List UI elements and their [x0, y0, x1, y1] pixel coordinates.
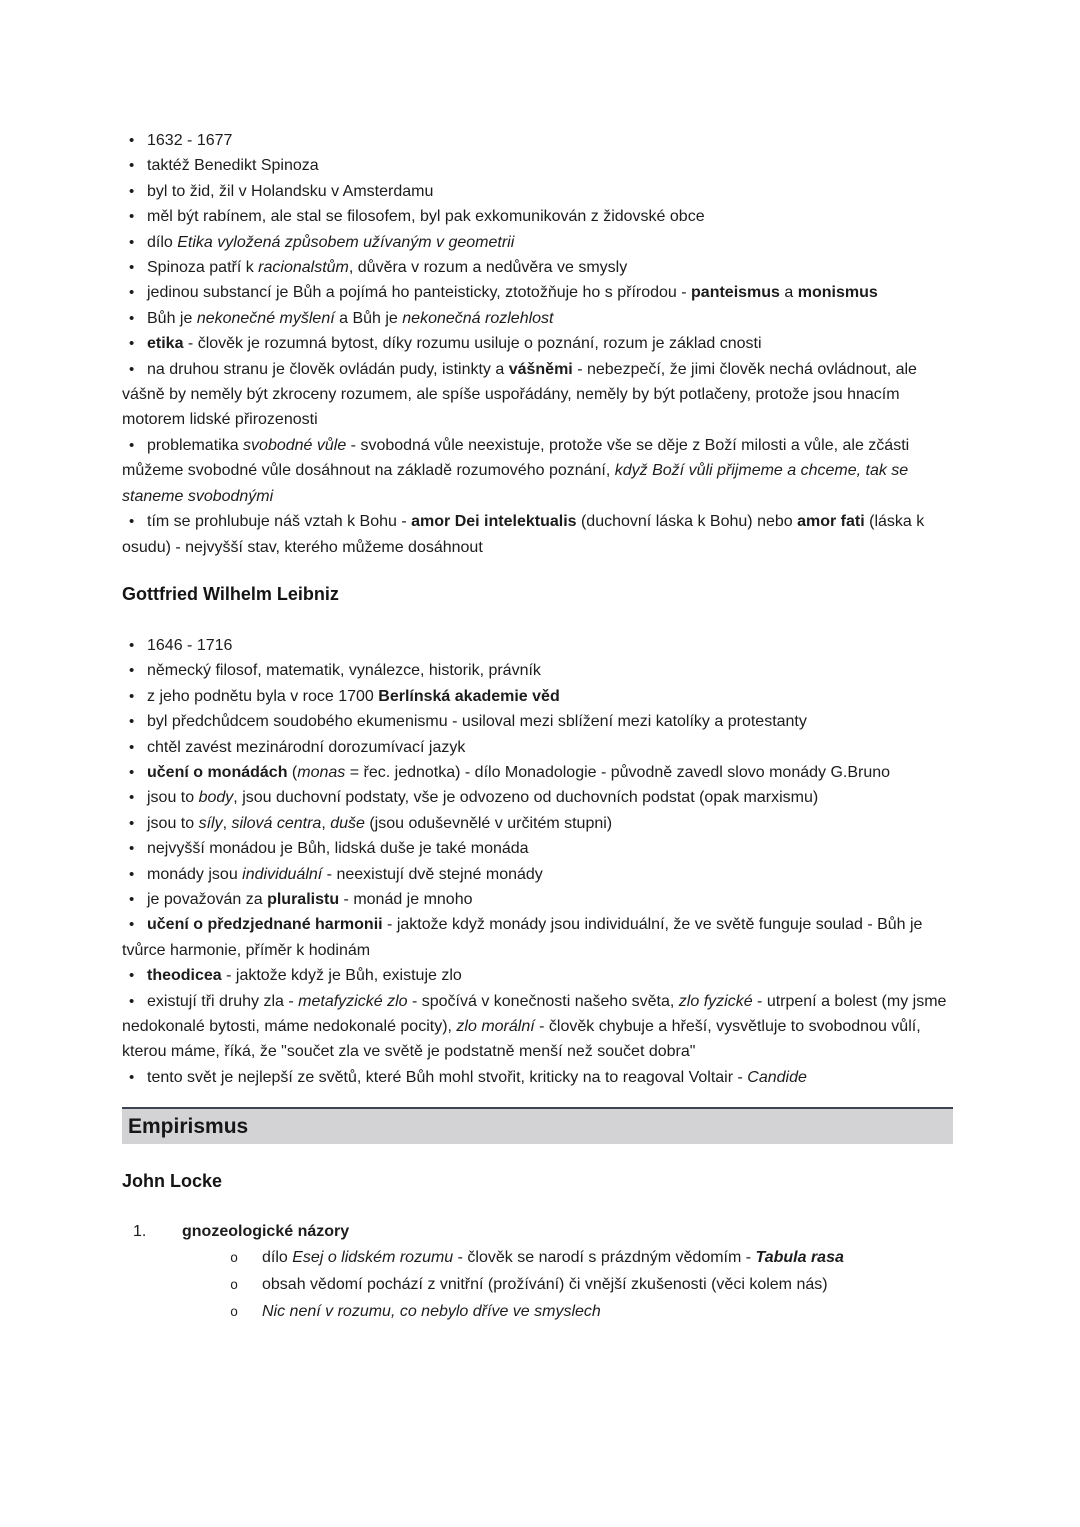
list-item-text: [122, 437, 909, 505]
text-run: učení o předzjednané harmonii: [147, 916, 383, 934]
text-run: Etika vyložená způsobem užívaným v geometrii: [177, 233, 515, 251]
list-item-text: [147, 259, 627, 276]
text-run: - člověk se narodí s prázdným vědomím -: [453, 1248, 756, 1266]
text-run: - člověk chybuje a hřeší, vysvětluje to svobodnou vůlí, kterou máme, říká, že "součet zla ve světě je podstatně menší než součet dobra": [122, 1018, 921, 1061]
list-item-text: [147, 662, 541, 679]
sub-list-item: [122, 1245, 960, 1272]
bullet-list-item: [122, 509, 960, 560]
text-run: taktéž Benedikt Spinoza: [147, 157, 319, 175]
text-run: obsah vědomí pochází z vnitřní (prožívání) či vnější zkušenosti (věci kolem nás): [262, 1276, 828, 1294]
text-run: - jaktože když monády jsou individuální, že ve světě funguje soulad - Bůh je tvůrce harmonie, příměr k hodinám: [122, 916, 923, 959]
text-run: jsou to: [147, 789, 199, 807]
bullet-list-item: [122, 433, 960, 509]
text-run: nejvyšší monádou je Bůh, lidská duše je také monáda: [147, 840, 529, 858]
list-item-text: [147, 866, 543, 883]
text-run: jedinou substancí je Bůh a pojímá ho panteisticky, ztotožňuje ho s přírodou -: [147, 284, 692, 302]
text-run: měl být rabínem, ale stal se filosofem, byl pak exkomunikován z židovské obce: [147, 208, 705, 226]
text-run: tím se prohlubuje náš vztah k Bohu -: [147, 513, 412, 531]
text-run: tento svět je nejlepší ze světů, které Bůh mohl stvořit, kriticky na to reagoval Voltair -: [147, 1068, 748, 1086]
text-run: monismus: [797, 284, 878, 302]
bullet-list-item: [122, 963, 960, 988]
list-item-text: [122, 513, 924, 555]
bullet-icon: o: [230, 1279, 239, 1295]
bullet-list-item: [122, 658, 960, 683]
list-item-text: [262, 1303, 601, 1320]
bullet-list-item: [122, 331, 960, 356]
bullet-list-item: [122, 1065, 960, 1090]
text-run: nekonečné myšlení: [196, 309, 335, 327]
text-run: učení o monádách: [147, 763, 288, 781]
text-run: (jsou oduševnělé v určitém stupni): [364, 814, 613, 832]
text-run: (láska k osudu) - nejvyšší stav, kterého můžeme dosáhnout: [122, 513, 925, 556]
text-run: - jaktože když je Bůh, existuje zlo: [221, 967, 462, 985]
bullet-icon: •: [129, 763, 135, 781]
bullet-icon: o: [230, 1251, 239, 1267]
bullet-icon: •: [129, 436, 135, 454]
text-run: Berlínská akademie věd: [378, 687, 560, 705]
list-item-text: [147, 284, 878, 301]
list-item-text: [147, 688, 560, 705]
bullet-icon: •: [129, 662, 135, 680]
bullet-icon: •: [129, 208, 135, 226]
text-run: zlo fyzické: [678, 992, 753, 1010]
list-item-text: [147, 310, 554, 327]
text-run: Spinoza patří k: [147, 259, 259, 277]
locke-section-heading: John Locke: [122, 1171, 223, 1192]
text-run: byl předchůdcem soudobého ekumenismu - usiloval mezi sblížení mezi katolíky a protestanty: [147, 713, 807, 731]
text-run: racionalstům: [258, 259, 349, 277]
bullet-icon: •: [129, 284, 135, 302]
text-run: existují tři druhy zla -: [147, 992, 299, 1010]
bullet-icon: •: [129, 360, 135, 378]
text-run: , důvěra v rozum a nedůvěra ve smysly: [348, 259, 628, 277]
text-run: 1632 - 1677: [147, 132, 233, 149]
list-item-text: [147, 967, 462, 984]
list-item-text: [147, 335, 762, 352]
bullet-icon: •: [129, 687, 135, 705]
bullet-icon: •: [129, 513, 135, 531]
bullet-icon: •: [129, 992, 135, 1010]
text-run: monády jsou: [147, 865, 243, 883]
text-run: Candide: [747, 1068, 807, 1086]
bullet-icon: •: [129, 233, 135, 251]
text-run: monas: [297, 763, 346, 781]
text-run: - utrpení a bolest (my jsme nedokonalé bytosti, máme nedokonalé pocity),: [122, 992, 947, 1035]
text-run: body: [198, 789, 234, 807]
numbered-list-item: [122, 1219, 960, 1244]
bullet-icon: •: [129, 890, 135, 908]
list-item-text: [147, 1069, 807, 1086]
text-run: byl to žid, žil v Holandsku v Amsterdamu: [147, 182, 434, 200]
list-item-text: [262, 1249, 844, 1266]
bullet-icon: •: [129, 1068, 135, 1086]
text-run: Esej o lidském rozumu: [292, 1248, 454, 1266]
bullet-list-item: [122, 887, 960, 912]
bullet-list-item: [122, 357, 960, 433]
text-run: dílo: [262, 1248, 293, 1266]
text-run: (duchovní láska k Bohu) nebo: [576, 513, 798, 531]
bullet-icon: •: [129, 865, 135, 883]
bullet-icon: •: [129, 132, 135, 149]
bullet-list-item: [122, 633, 960, 658]
bullet-list-item: [122, 280, 960, 305]
text-run: gnozeologické názory: [182, 1223, 350, 1241]
text-run: - svobodná vůle neexistuje, protože vše se děje z Boží milosti a vůle, ale zčásti můžeme svobodné vůle dosáhnout na základě rozumového poznání,: [122, 436, 910, 480]
bullet-list-item: [122, 862, 960, 887]
bullet-icon: •: [129, 309, 135, 327]
text-run: - člověk je rozumná bytost, díky rozumu usiluje o poznání, rozum je základ cnosti: [183, 335, 762, 353]
bullet-list-item: [122, 684, 960, 709]
text-run: svobodné vůle: [243, 436, 347, 454]
list-item-text: [147, 840, 529, 857]
text-run: Nic není v rozumu, co nebylo dříve ve smyslech: [262, 1303, 601, 1321]
bullet-icon: •: [129, 259, 135, 277]
text-run: - monád je mnoho: [339, 890, 473, 908]
bullet-list-item: [122, 811, 960, 836]
list-item-text: [122, 361, 917, 429]
leibniz-bullet-list: [122, 633, 960, 1090]
document-content: [122, 128, 960, 1327]
list-item-text: [147, 891, 473, 908]
bullet-icon: •: [129, 789, 135, 807]
text-run: theodicea: [147, 967, 222, 985]
text-run: panteismus: [691, 284, 780, 302]
bullet-icon: •: [129, 182, 135, 200]
text-run: - neexistují dvě stejné monády: [322, 865, 543, 883]
list-item-text: [122, 993, 946, 1061]
list-item-text: [147, 713, 807, 730]
text-run: nekonečná rozlehlost: [402, 309, 554, 327]
list-item-text: [147, 764, 890, 781]
list-item-text: [147, 132, 232, 149]
bullet-list-item: [122, 912, 960, 963]
leibniz-section-heading: Gottfried Wilhelm Leibniz: [122, 583, 339, 604]
bullet-list-item: [122, 760, 960, 785]
list-item-text: [147, 739, 465, 756]
text-run: silová centra: [231, 814, 322, 832]
bullet-list-item: [122, 989, 960, 1065]
bullet-icon: •: [129, 738, 135, 756]
bullet-icon: o: [230, 1306, 239, 1322]
bullet-icon: •: [129, 335, 135, 353]
text-run: je považován za: [147, 890, 268, 908]
list-item-text: [147, 815, 612, 832]
empirismus-section-heading: Empirismus: [122, 1107, 953, 1144]
text-run: a: [779, 284, 798, 302]
text-run: síly: [198, 814, 223, 832]
text-run: (: [287, 763, 298, 781]
text-run: jsou to: [147, 814, 199, 832]
numbered-item-title: [182, 1223, 349, 1240]
bullet-list-item: [122, 230, 960, 255]
text-run: ,: [222, 814, 232, 832]
bullet-list-item: [122, 204, 960, 229]
text-run: zlo morální: [456, 1018, 535, 1035]
text-run: z jeho podnětu byla v roce 1700: [147, 687, 379, 705]
bullet-icon: •: [129, 636, 135, 654]
bullet-list-item: [122, 836, 960, 861]
text-run: na druhou stranu je člověk ovládán pudy, istinkty a: [147, 360, 509, 378]
text-run: Tabula rasa: [755, 1248, 844, 1266]
list-item-text: [262, 1276, 828, 1293]
text-run: amor fati: [797, 513, 865, 531]
text-run: - nebezpečí, že jimi člověk nechá ovládnout, ale vášně by neměly být zkroceny rozumem, ale spíše uspořádány, neměly by být potlačeny, protože jsou hnacím motorem lidské přirozenosti: [122, 360, 917, 429]
list-item-text: [147, 234, 514, 251]
list-item-text: [147, 157, 319, 174]
text-run: = řec. jednotka) - dílo Monadologie - původně zavedl slovo monády G.Bruno: [345, 763, 891, 781]
text-run: amor Dei intelektualis: [411, 513, 577, 531]
list-item-text: [147, 208, 705, 225]
text-run: Bůh je: [147, 309, 197, 327]
list-item-number: 1.: [133, 1223, 147, 1241]
list-item-text: [147, 789, 818, 806]
text-run: německý filosof, matematik, vynálezce, historik, právník: [147, 662, 541, 680]
text-run: dílo: [147, 233, 178, 251]
list-item-text: [147, 637, 232, 654]
text-run: ,: [321, 814, 331, 832]
bullet-list-item: [122, 306, 960, 331]
bullet-icon: •: [129, 916, 135, 934]
bullet-list-item: [122, 255, 960, 280]
bullet-list-item: [122, 153, 960, 178]
bullet-icon: •: [129, 967, 135, 985]
bullet-list-item: [122, 709, 960, 734]
text-run: metafyzické zlo: [298, 992, 408, 1010]
locke-sub-list: [122, 1245, 960, 1327]
text-run: individuální: [242, 865, 323, 883]
bullet-icon: •: [129, 157, 135, 175]
sub-list-item: [122, 1299, 960, 1326]
text-run: chtěl zavést mezinárodní dorozumívací jazyk: [147, 738, 466, 756]
bullet-list-item: [122, 735, 960, 760]
text-run: pluralistu: [267, 890, 340, 908]
bullet-list-item: [122, 785, 960, 810]
text-run: , jsou duchovní podstaty, vše je odvozeno od duchovních podstat (opak marxismu): [233, 789, 819, 807]
text-run: etika: [147, 335, 184, 353]
list-item-text: [122, 916, 922, 958]
spinoza-bullet-list: [122, 128, 960, 560]
text-run: 1646 - 1716: [147, 636, 233, 654]
sub-list-item: [122, 1272, 960, 1299]
text-run: problematika: [147, 436, 244, 454]
list-item-text: [147, 183, 433, 200]
bullet-list-item: [122, 179, 960, 204]
text-run: když Boží vůli přijmeme a chceme, tak se staneme svobodnými: [122, 462, 909, 505]
text-run: - spočívá v konečnosti našeho světa,: [407, 992, 679, 1010]
bullet-icon: •: [129, 814, 135, 832]
bullet-list-item: [122, 128, 960, 153]
text-run: duše: [330, 814, 365, 832]
bullet-icon: •: [129, 713, 135, 731]
text-run: a Bůh je: [334, 309, 403, 327]
bullet-icon: •: [129, 840, 135, 858]
text-run: vášněmi: [508, 360, 573, 378]
